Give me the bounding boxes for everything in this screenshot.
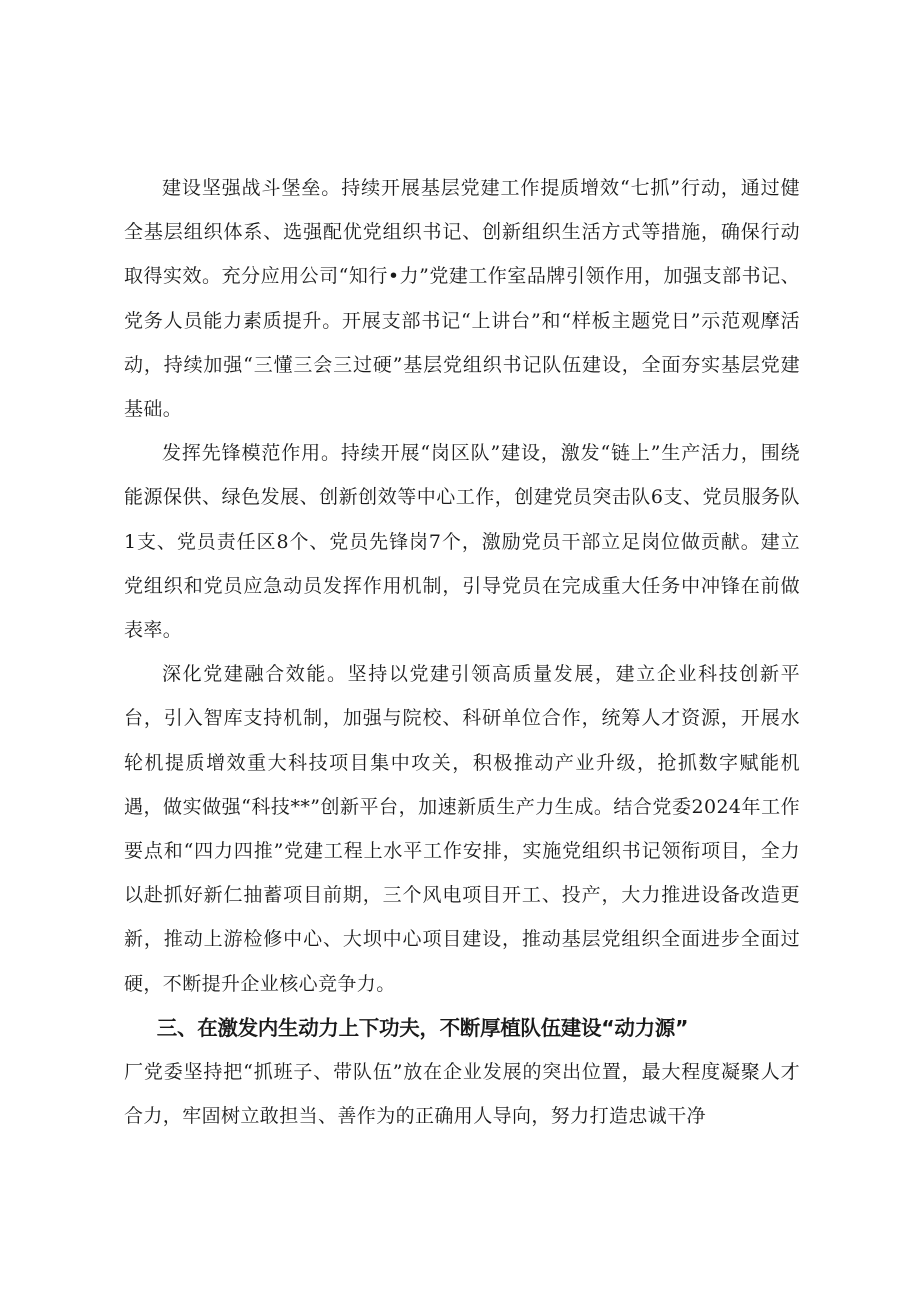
paragraph-integration: 深化党建融合效能。坚持以党建引领高质量发展，建立企业科技创新平台，引入智库支持机制，加强与院校、科研单位合作，统筹人才资源，开展水轮机提质增效重大科技项目集中攻关，积极推动产业升级，抢抓数字赋能机遇，做实做强“科技**”创新平台，加速新质生产力生成。结合党委2024年工作要点和“四力四推”党建工程上水平工作安排，实施党组织书记领衔项目，全力以赴抓好新仁抽蓄项目前期，三个风电项目开工、投产，大力推进设备改造更新，推动上游检修中心、大坝中心项目建设，推动基层党组织全面进步全面过硬，不断提升企业核心竞争力。 [124, 663, 800, 995]
section-heading-three: 三、在激发内生动力上下功夫，不断厚植队伍建设“动力源” [156, 1015, 689, 1040]
paragraph-team-building: 厂党委坚持把“抓班子、带队伍”放在企业发展的突出位置，最大程度凝聚人才合力，牢固树立敢担当、善作为的正确用人导向，努力打造忠诚干净 [124, 1061, 800, 1128]
paragraph-vanguard: 发挥先锋模范作用。持续开展“岗区队”建设，激发“链上”生产活力，围绕能源保供、绿色发展、创新创效等中心工作，创建党员突击队6支、党员服务队1支、党员责任区8个、党员先锋岗7个，激励党员干部立足岗位做贡献。建立党组织和党员应急动员发挥作用机制，引导党员在完成重大任务中冲锋在前做表率。 [124, 442, 800, 642]
paragraph-fortress: 建设坚强战斗堡垒。持续开展基层党建工作提质增效“七抓”行动，通过健全基层组织体系、选强配优党组织书记、创新组织生活方式等措施，确保行动取得实效。充分应用公司“知行•力”党建工作室品牌引领作用，加强支部书记、党务人员能力素质提升。开展支部书记“上讲台”和“样板主题党日”示范观摩活动，持续加强“三懂三会三过硬”基层党组织书记队伍建设，全面夯实基层党建基础。 [124, 177, 800, 421]
document-body [124, 166, 800, 1138]
